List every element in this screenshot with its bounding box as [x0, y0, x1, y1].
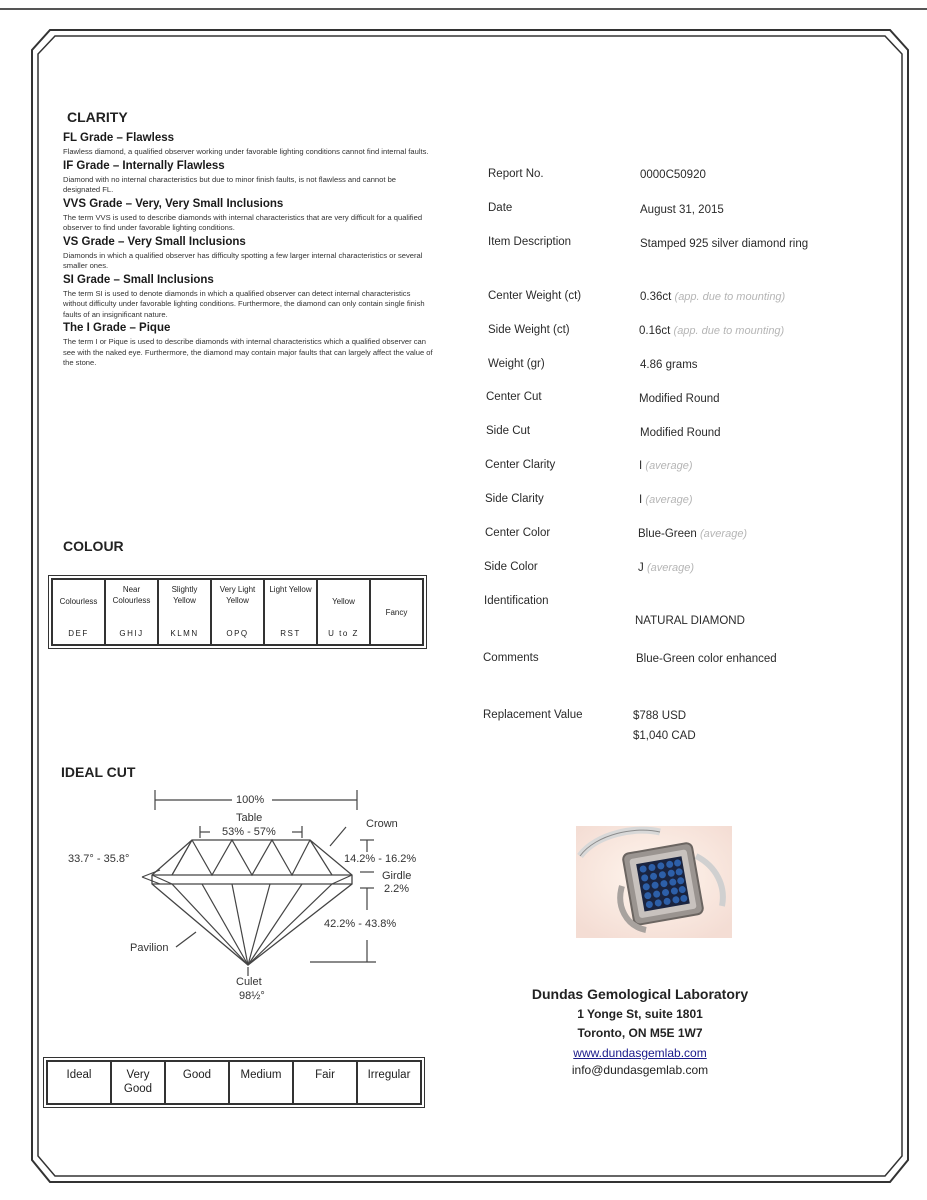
cut-grade-cell: Fair — [293, 1061, 357, 1104]
clarity-grade-if — [63, 160, 433, 196]
center-weight-value — [640, 291, 785, 303]
center-weight-note: (app. due to mounting) — [674, 291, 786, 303]
girdle-label: Girdle — [382, 870, 412, 882]
side-cut-value: Modified Round — [640, 427, 721, 439]
lab-address-line-2: Toronto, ON M5E 1W7 — [577, 1026, 703, 1040]
colour-code: KLMN — [170, 629, 199, 638]
colour-code: U to Z — [328, 629, 359, 638]
cut-grade-table — [46, 1060, 422, 1105]
crown-label: Crown — [366, 818, 398, 830]
clarity-grade-si — [63, 274, 433, 321]
grade-title: IF Grade – Internally Flawless — [63, 159, 225, 172]
grade-title: VVS Grade – Very, Very Small Inclusions — [63, 197, 284, 210]
side-color-grade: J — [638, 562, 644, 574]
side-color-label: Side Color — [484, 561, 538, 573]
center-color-label: Center Color — [485, 527, 551, 539]
side-weight-note: (app. due to mounting) — [673, 325, 785, 337]
weight-label: Weight (gr) — [488, 358, 545, 370]
colour-label: Yellow — [332, 597, 355, 606]
center-cut-label: Center Cut — [486, 391, 542, 403]
colour-label: Slightly Yellow — [171, 585, 198, 605]
report-no-label: Report No. — [488, 168, 544, 180]
comments-value: Blue-Green color enhanced — [636, 653, 777, 665]
colour-cell — [105, 579, 158, 645]
replacement-value-usd: $788 USD — [633, 710, 687, 722]
colour-code: OPQ — [226, 629, 249, 638]
identification-label: Identification — [484, 595, 549, 607]
replacement-value-label: Replacement Value — [483, 709, 583, 721]
colour-code: GHIJ — [119, 629, 144, 638]
cut-grade-cell: Very Good — [111, 1061, 165, 1104]
center-weight-amount: 0.36ct — [640, 291, 672, 303]
clarity-grade-i — [63, 322, 433, 369]
pavilion-depth: 42.2% - 43.8% — [324, 918, 397, 930]
identification-value: NATURAL DIAMOND — [635, 615, 745, 627]
colour-cell — [52, 579, 105, 645]
side-clarity-grade: I — [639, 494, 643, 506]
grade-description: The term I or Pique is used to describe diamonds with internal characteristics which a qualified observer can see with the naked eye. Furthermore, the diamond may contain major faults that can largely affect the value of the stone. — [63, 337, 433, 367]
table-label: Table — [236, 812, 263, 824]
center-cut-value: Modified Round — [639, 393, 720, 405]
center-clarity-note: (average) — [645, 460, 693, 472]
item-description-label: Item Description — [488, 236, 572, 248]
center-clarity-grade: I — [639, 460, 643, 472]
side-clarity-label: Side Clarity — [485, 493, 544, 505]
lab-info — [490, 986, 790, 1077]
table-range: 53% - 57% — [222, 826, 276, 838]
cut-grade-cell: Ideal — [47, 1061, 111, 1104]
grade-title: The I Grade – Pique — [63, 322, 171, 334]
crown-height: 14.2% - 16.2% — [344, 853, 417, 865]
center-clarity-label: Center Clarity — [485, 459, 556, 471]
crown-angle: 33.7° - 35.8° — [68, 853, 130, 865]
grade-description: Diamonds in which a qualified observer has difficulty spotting a few larger internal characteristics or several smaller ones. — [63, 250, 423, 270]
colour-cell — [158, 579, 211, 645]
girdle-value: 2.2% — [384, 883, 410, 895]
colour-cell — [211, 579, 264, 645]
replacement-value-cad: $1,040 CAD — [633, 730, 696, 742]
pavilion-label: Pavilion — [130, 942, 169, 954]
colour-code: RST — [280, 629, 301, 638]
side-color-note: (average) — [646, 562, 695, 574]
ideal-cut-title: IDEAL CUT — [61, 764, 136, 780]
date-label: Date — [488, 202, 513, 214]
clarity-grades — [63, 130, 433, 369]
item-description-value: Stamped 925 silver diamond ring — [640, 238, 809, 250]
colour-scale-table — [51, 578, 424, 646]
side-weight-amount: 0.16ct — [639, 325, 671, 337]
center-weight-label: Center Weight (ct) — [488, 290, 582, 302]
clarity-grade-vs — [63, 236, 433, 272]
center-clarity-value — [639, 460, 692, 472]
date-value: August 31, 2015 — [640, 204, 724, 216]
colour-cell — [264, 579, 317, 645]
grade-description: The term VVS is used to describe diamonds with internal characteristics that are very difficult for a qualified observer to find under favorable lighting conditions. — [63, 212, 423, 232]
clarity-title: CLARITY — [67, 109, 128, 125]
colour-code: DEF — [68, 629, 89, 638]
grade-title: SI Grade – Small Inclusions — [63, 273, 214, 286]
comments-label: Comments — [483, 652, 539, 664]
cut-grade-cell: Medium — [229, 1061, 293, 1104]
weight-value: 4.86 grams — [640, 359, 698, 371]
colour-label: Fancy — [385, 607, 408, 617]
report-no-value: 0000C50920 — [640, 169, 706, 181]
grade-title: FL Grade – Flawless — [63, 132, 175, 144]
cut-grade-cell: Good — [165, 1061, 229, 1104]
colour-cell — [370, 579, 423, 645]
colour-label: Light Yellow — [269, 585, 312, 594]
colour-cell — [317, 579, 370, 645]
lab-address-line-1: 1 Yonge St, suite 1801 — [577, 1007, 703, 1021]
total-width-label: 100% — [236, 794, 265, 806]
side-color-value — [638, 562, 694, 574]
grade-description: Flawless diamond, a qualified observer working under favorable lighting conditions cannot find internal faults. — [63, 147, 429, 156]
center-color-value — [638, 528, 747, 540]
lab-website-link[interactable]: www.dundasgemlab.com — [573, 1046, 707, 1060]
colour-title: COLOUR — [63, 538, 124, 554]
center-color-grade: Blue-Green — [638, 528, 697, 540]
clarity-grade-vvs — [63, 198, 433, 234]
side-weight-label: Side Weight (ct) — [488, 324, 570, 336]
grade-description: The term SI is used to denote diamonds in which a qualified observer can detect internal characteristics without difficulty under favorable lighting conditions. Furthermore, the diamond can only contain single finish faults of an insignificant nature. — [63, 288, 425, 319]
culet-angle: 98½° — [239, 990, 265, 1002]
lab-email[interactable]: info@dundasgemlab.com — [571, 1063, 709, 1077]
side-weight-value — [639, 325, 784, 337]
colour-label: Colourless — [59, 597, 98, 606]
side-clarity-note: (average) — [645, 494, 693, 506]
side-cut-label: Side Cut — [486, 425, 531, 437]
culet-label: Culet — [236, 976, 262, 988]
clarity-grade-fl — [63, 132, 433, 158]
ring-photo — [576, 826, 732, 938]
lab-name: Dundas Gemological Laboratory — [531, 986, 749, 1002]
colour-label: Near Colourless — [112, 585, 151, 605]
side-clarity-value — [639, 494, 692, 506]
center-color-note: (average) — [700, 528, 748, 540]
grade-description: Diamond with no internal characteristics but due to minor finish faults, is not flawless and cannot be designated FL. — [63, 174, 397, 194]
colour-label: Very Light Yellow — [219, 585, 256, 605]
grade-title: VS Grade – Very Small Inclusions — [63, 235, 246, 248]
cut-grade-cell: Irregular — [357, 1061, 421, 1104]
